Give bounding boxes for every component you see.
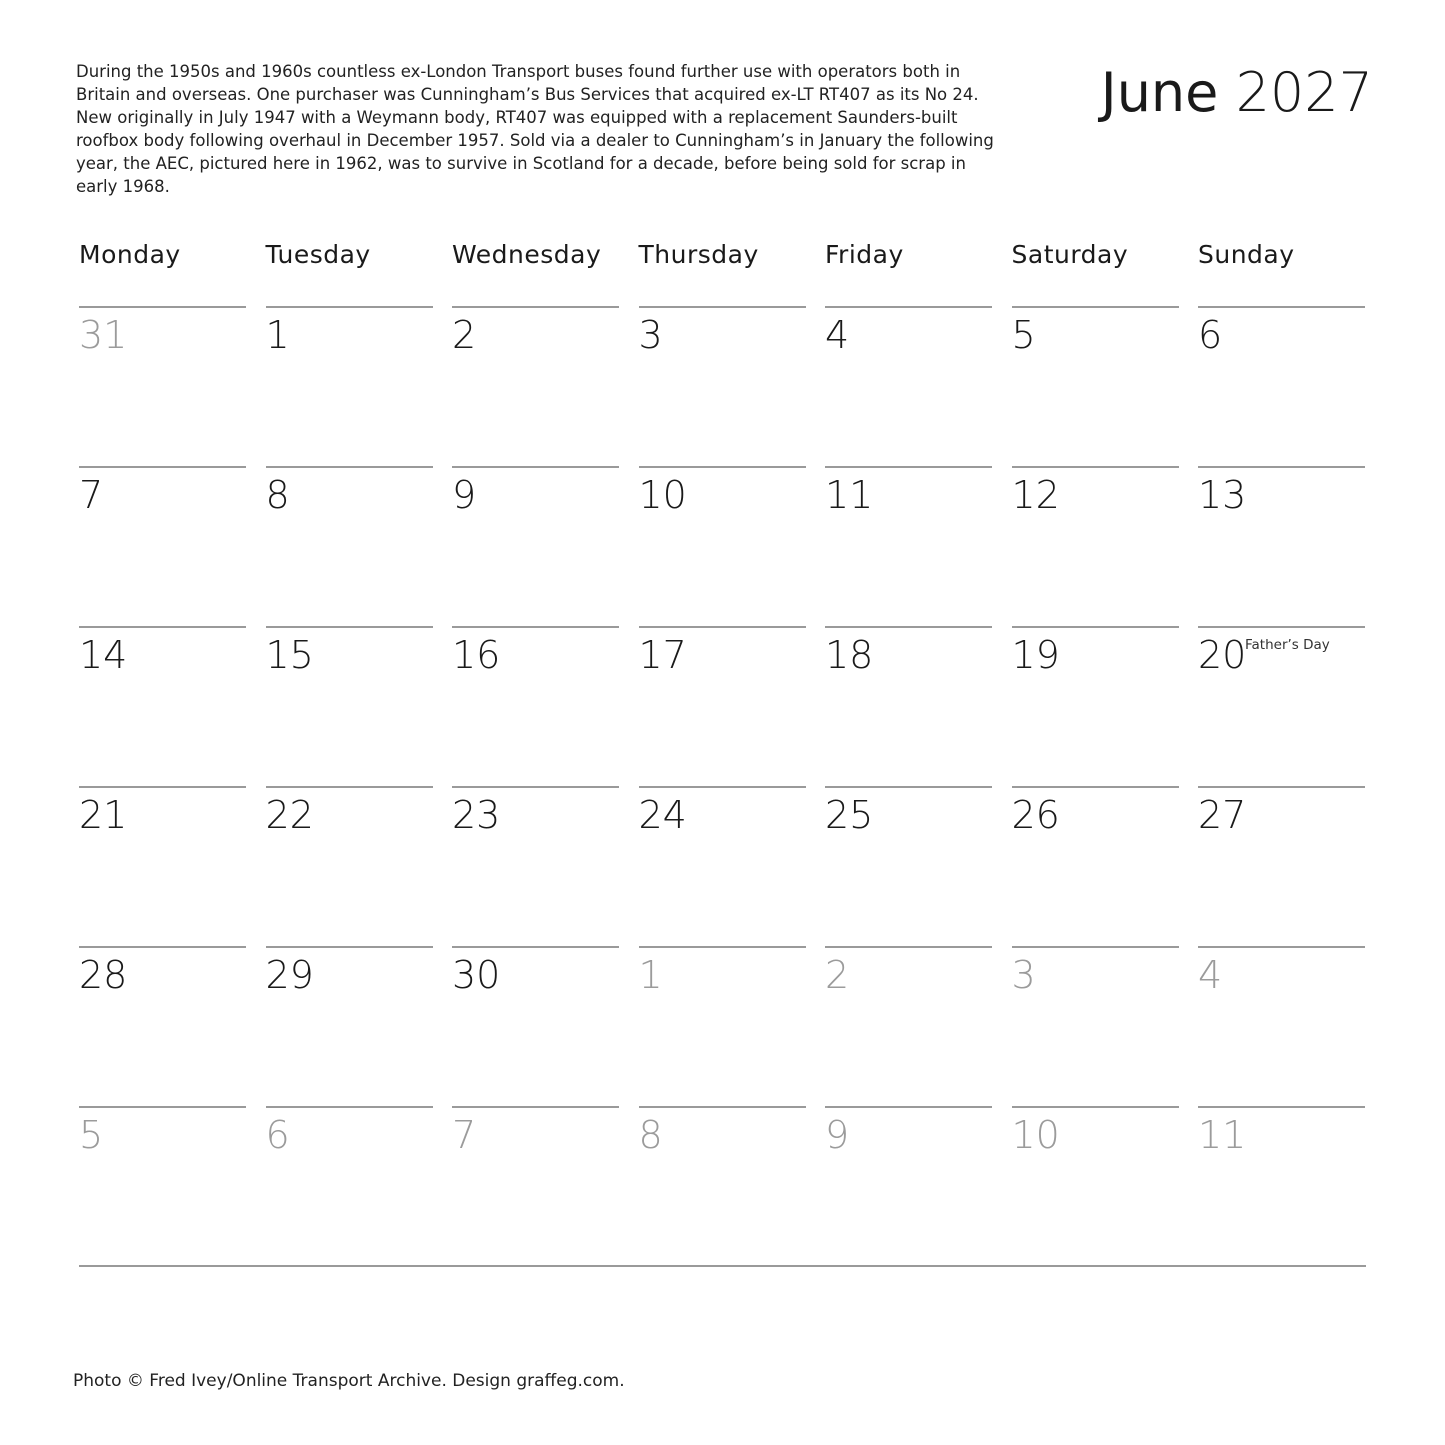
week-row: [79, 786, 1366, 946]
day-cell: [1012, 626, 1179, 786]
day-number: 15: [265, 633, 314, 677]
day-cell-adjacent-month: [266, 1106, 433, 1266]
day-cell-adjacent-month: [1198, 1106, 1365, 1266]
day-number: 8: [638, 1113, 663, 1157]
day-cell: [452, 786, 619, 946]
day-number: 14: [79, 633, 128, 677]
week-row: [79, 946, 1366, 1106]
weekday-label: Friday: [825, 240, 904, 269]
week-row: [79, 1106, 1366, 1266]
weekday-label: Thursday: [638, 240, 759, 269]
day-number: 7: [452, 1113, 477, 1157]
day-cell: [1198, 466, 1365, 626]
day-cell: [1012, 466, 1179, 626]
photo-credit: Photo © Fred Ivey/Online Transport Archive. Design graffeg.com.: [73, 1371, 625, 1391]
day-number: 27: [1198, 793, 1247, 837]
week-row: [79, 466, 1366, 626]
day-cell: [79, 466, 246, 626]
week-row: [79, 306, 1366, 466]
calendar-grid: [79, 240, 1366, 1266]
day-cell-adjacent-month: [825, 1106, 992, 1266]
day-cell-adjacent-month: [1198, 946, 1365, 1106]
day-number: 30: [452, 953, 501, 997]
weekday-label: Saturday: [1011, 240, 1129, 269]
day-number: 9: [825, 1113, 850, 1157]
event-label: Father’s Day: [1245, 637, 1330, 653]
bottom-rule: [79, 1265, 1366, 1267]
day-number: 29: [265, 953, 314, 997]
day-number: 23: [452, 793, 501, 837]
day-number: 22: [265, 793, 314, 837]
day-number: 26: [1011, 793, 1060, 837]
day-cell: [1198, 626, 1365, 786]
day-cell-adjacent-month: [639, 946, 806, 1106]
day-number: 11: [1198, 1113, 1247, 1157]
day-number: 31: [79, 313, 128, 357]
day-cell: [639, 626, 806, 786]
day-number: 5: [1011, 313, 1036, 357]
day-cell: [825, 786, 992, 946]
day-number: 12: [1011, 473, 1060, 517]
day-cell-adjacent-month: [452, 1106, 619, 1266]
weekday-label: Sunday: [1198, 240, 1295, 269]
day-number: 2: [825, 953, 850, 997]
day-cell: [1012, 786, 1179, 946]
day-cell: [452, 626, 619, 786]
day-number: 6: [1198, 313, 1223, 357]
weeks-container: [79, 306, 1366, 1266]
day-number: 3: [638, 313, 663, 357]
day-number: 11: [825, 473, 874, 517]
weekday-label: Monday: [79, 240, 181, 269]
day-cell-adjacent-month: [825, 946, 992, 1106]
day-number: 7: [79, 473, 104, 517]
day-cell: [639, 786, 806, 946]
day-number: 25: [825, 793, 874, 837]
day-cell: [639, 466, 806, 626]
day-cell-adjacent-month: [1012, 1106, 1179, 1266]
day-number: 21: [79, 793, 128, 837]
day-number: 3: [1011, 953, 1036, 997]
day-number: 9: [452, 473, 477, 517]
day-cell: [825, 466, 992, 626]
day-cell: [1012, 306, 1179, 466]
intro-paragraph: During the 1950s and 1960s countless ex-London Transport buses found further use with operators both in Britain and overseas. One purchaser was Cunningham’s Bus Services that acquired ex-LT RT407 as its No 24. New originally in July 1947 with a Weymann body, RT407 was equipped with a replacement Saunders-built roofbox body following overhaul in December 1957. Sold via a dealer to Cunningham’s in January the following year, the AEC, pictured here in 1962, was to survive in Scotland for a decade, before being sold for scrap in early 1968.: [76, 62, 994, 196]
day-cell: [452, 466, 619, 626]
day-cell: [79, 626, 246, 786]
day-number: 1: [265, 313, 290, 357]
day-cell: [825, 306, 992, 466]
day-cell: [266, 466, 433, 626]
day-cell-adjacent-month: [1012, 946, 1179, 1106]
day-cell-adjacent-month: [79, 306, 246, 466]
day-number: 18: [825, 633, 874, 677]
day-number: 17: [638, 633, 687, 677]
day-number: 24: [638, 793, 687, 837]
weekday-header: [79, 240, 1366, 306]
day-cell: [452, 306, 619, 466]
day-cell-adjacent-month: [639, 1106, 806, 1266]
day-cell: [266, 786, 433, 946]
weekday-label: Tuesday: [265, 240, 371, 269]
day-cell: [452, 946, 619, 1106]
day-cell-adjacent-month: [79, 1106, 246, 1266]
day-number: 1: [638, 953, 663, 997]
day-number: 16: [452, 633, 501, 677]
weekday-label: Wednesday: [452, 240, 602, 269]
day-cell: [825, 626, 992, 786]
day-number: 6: [265, 1113, 290, 1157]
day-number: 28: [79, 953, 128, 997]
day-cell: [79, 786, 246, 946]
title-year: 2027: [1235, 61, 1373, 124]
week-row: [79, 626, 1366, 786]
day-number: 2: [452, 313, 477, 357]
day-number: 5: [79, 1113, 104, 1157]
day-number: 10: [638, 473, 687, 517]
day-cell: [639, 306, 806, 466]
day-cell: [1198, 786, 1365, 946]
title-month: June: [1100, 61, 1219, 124]
day-cell: [1198, 306, 1365, 466]
day-number: 19: [1011, 633, 1060, 677]
day-number: 4: [825, 313, 850, 357]
day-cell: [79, 946, 246, 1106]
page-title: [1101, 58, 1373, 128]
day-number: 4: [1198, 953, 1223, 997]
day-cell: [266, 626, 433, 786]
day-cell: [266, 946, 433, 1106]
day-number: 13: [1198, 473, 1247, 517]
day-number: 10: [1011, 1113, 1060, 1157]
day-number: 8: [265, 473, 290, 517]
day-number: 20: [1198, 633, 1247, 677]
day-cell: [266, 306, 433, 466]
